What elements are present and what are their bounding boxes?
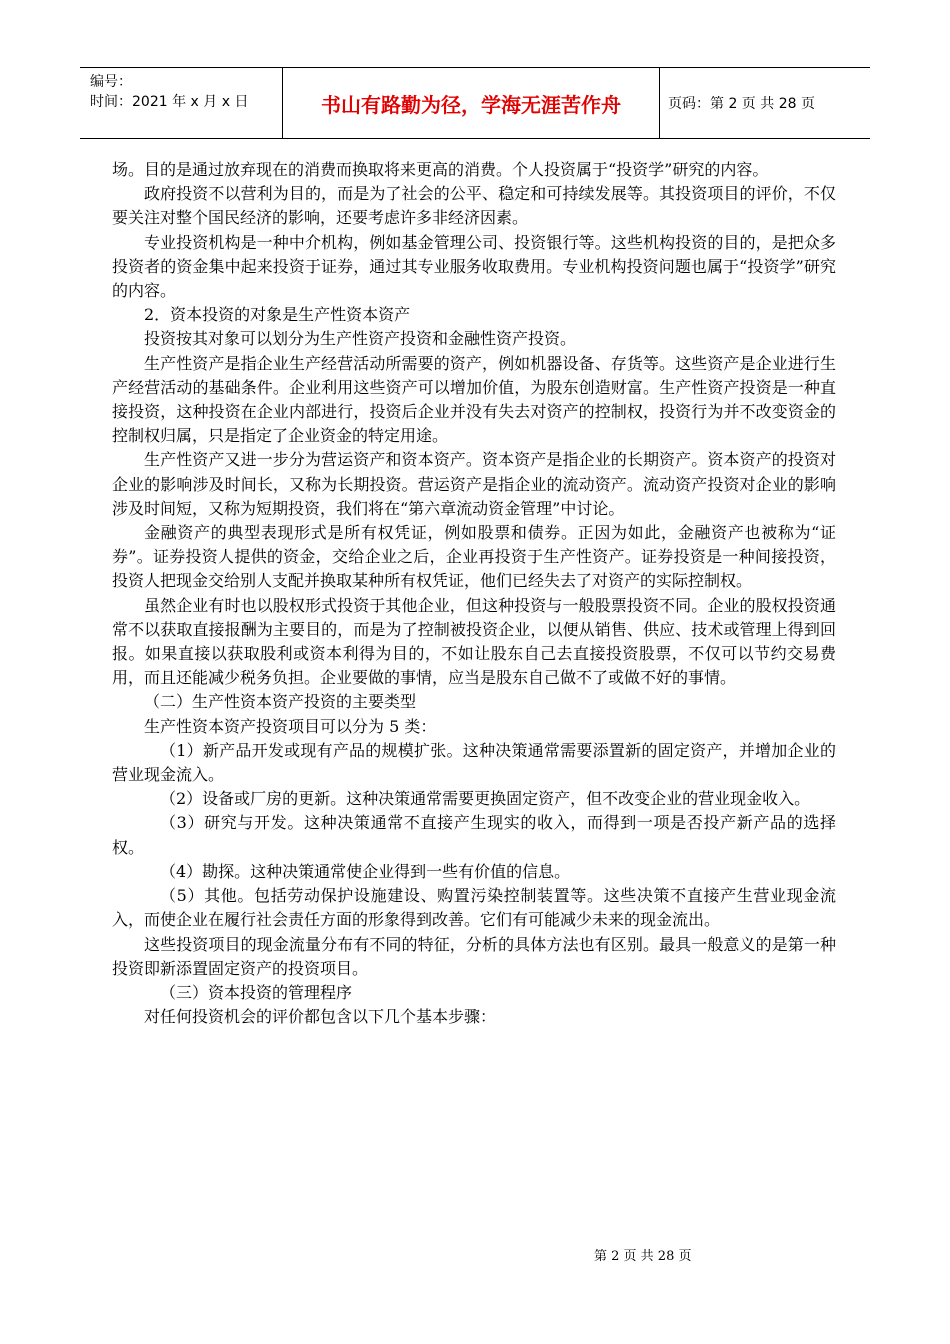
section-heading: 2．资本投资的对象是生产性资本资产 <box>144 305 411 325</box>
paragraph: 这些投资项目的现金流量分布有不同的特征，分析的具体方法也有区别。最具一般意义的是第一种投资即新添置固定资产的投资项目。 <box>112 934 836 978</box>
number-label: 编号： <box>90 74 132 90</box>
paragraph: 政府投资不以营利为目的，而是为了社会的公平、稳定和可持续发展等。其投资项目的评价，不仅要关注对整个国民经济的影响，还要考虑许多非经济因素。 <box>112 184 836 228</box>
section-heading: （三）资本投资的管理程序 <box>160 982 353 1002</box>
document-body <box>112 158 836 1029</box>
header-meta <box>80 68 283 138</box>
paragraph: 场。目的是通过放弃现在的消费而换取将来更高的消费。个人投资属于“投资学”研究的内容。 <box>112 160 769 179</box>
paragraph: 专业投资机构是一种中介机构，例如基金管理公司、投资银行等。这些机构投资的目的，是把众多投资者的资金集中起来投资于证券，通过其专业服务收取费用。专业机构投资问题也属于“投资学”研究的内容。 <box>112 232 836 301</box>
paragraph: 虽然企业有时也以股权形式投资于其他企业，但这种投资与一般股票投资不同。企业的股权投资通常不以获取直接报酬为主要目的，而是为了控制被投资企业，以便从销售、供应、技术或管理上得到回报。如果直接以获取股利或资本利得为目的，不如让股东自己去直接投资股票，不仅可以节约交易费用，而且还能减少税务负担。企业要做的事情，应当是股东自己做不了或做不好的事情。 <box>112 595 836 688</box>
list-item: （4）勘探。这种决策通常使企业得到一些有价值的信息。 <box>160 861 571 881</box>
paragraph: 金融资产的典型表现形式是所有权凭证，例如股票和债券。正因为如此，金融资产也被称为“证券”。证券投资人提供的资金，交给企业之后，企业再投资于生产性资产。证券投资是一种间接投资，投资人把现金交给别人支配并换取某种所有权凭证，他们已经失去了对资产的实际控制权。 <box>112 523 836 591</box>
list-item: （3）研究与开发。这种决策通常不直接产生现实的收入，而得到一项是否投产新产品的选择权。 <box>112 813 836 857</box>
section-heading: （二）生产性资本资产投资的主要类型 <box>144 692 417 712</box>
paragraph: 投资按其对象可以划分为生产性资产投资和金融性资产投资。 <box>144 329 577 349</box>
list-item: （5）其他。包括劳动保护设施建设、购置污染控制装置等。这些决策不直接产生营业现金流入，而使企业在履行社会责任方面的形象得到改善。它们有可能减少未来的现金流出。 <box>112 886 836 930</box>
list-item: （1）新产品开发或现有产品的规模扩张。这种决策通常需要添置新的固定资产，并增加企业的营业现金流入。 <box>112 740 836 785</box>
paragraph: 生产性资产是指企业生产经营活动所需要的资产，例如机器设备、存货等。这些资产是企业进行生产经营活动的基础条件。企业利用这些资产可以增加价值，为股东创造财富。生产性资产投资是一种直接投资，这种投资在企业内部进行，投资后企业并没有失去对资产的控制权，投资行为并不改变资金的控制权归属，只是指定了企业资金的特定用途。 <box>112 353 836 446</box>
list-item: （2）设备或厂房的更新。这种决策通常需要更换固定资产，但不改变企业的营业现金收入。 <box>160 789 811 809</box>
paragraph: 生产性资本资产投资项目可以分为 5 类： <box>144 716 437 736</box>
paragraph: 对任何投资机会的评价都包含以下几个基本步骤： <box>144 1007 497 1027</box>
page-footer: 第 2 页 共 28 页 <box>594 1249 692 1264</box>
header-motto: 书山有路勤为径，学海无涯苦作舟 <box>283 68 660 138</box>
paragraph: 生产性资产又进一步分为营运资产和资本资产。资本资产是指企业的长期资产。资本资产的投资对企业的影响涉及时间长，又称为长期投资。营运资产是指企业的流动资产。流动资产投资对企业的影响涉及时间短，又称为短期投资，我们将在“第六章流动资金管理”中讨论。 <box>112 450 836 518</box>
header-page-info: 页码：第 2 页 共 28 页 <box>668 96 815 112</box>
time-label: 时间：2021 年 x 月 x 日 <box>90 94 249 110</box>
page-header <box>80 67 870 139</box>
